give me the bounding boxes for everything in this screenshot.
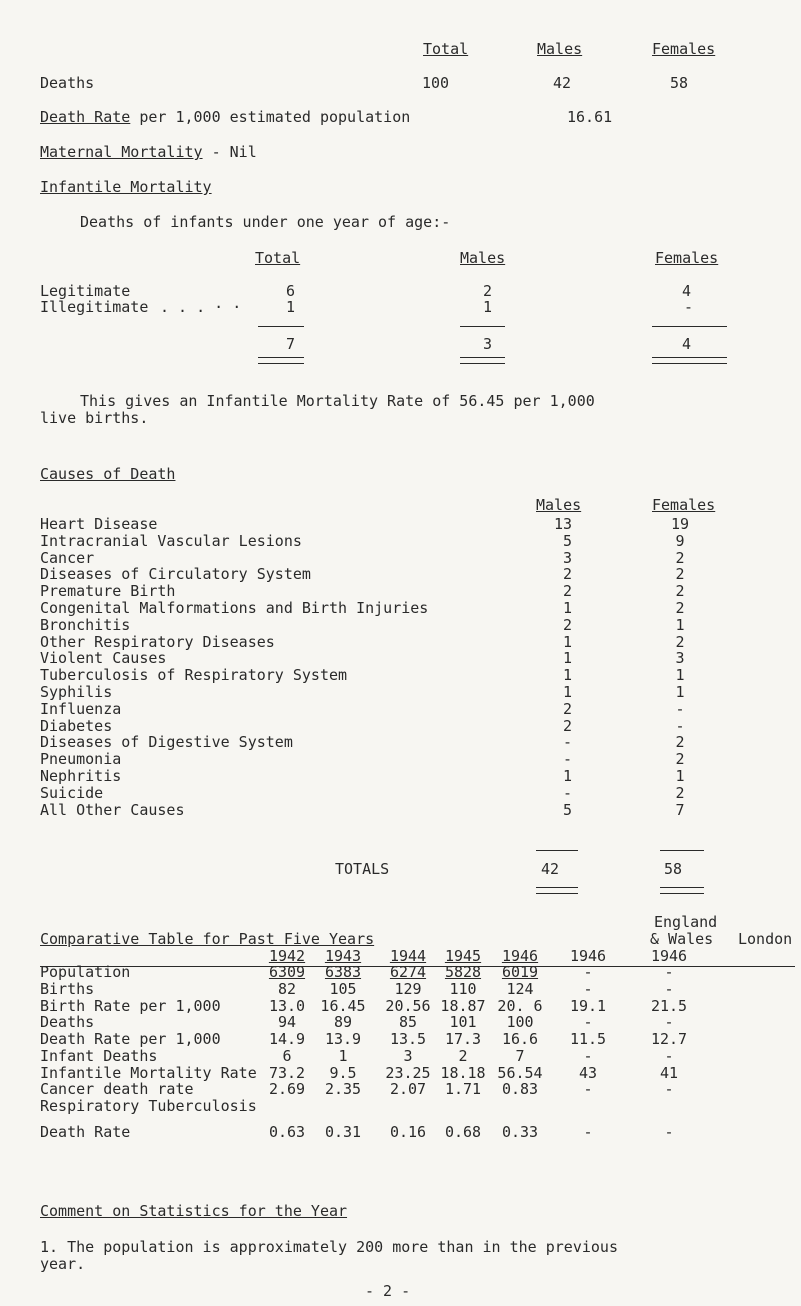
comp-cell: 101 — [449, 1013, 477, 1031]
cause-label: Tuberculosis of Respiratory System — [40, 666, 348, 685]
maternal-mortality-value: - Nil — [211, 143, 257, 161]
comp-cell: 0.83 — [501, 1080, 539, 1098]
causes-double-rule-males — [536, 887, 578, 894]
death-rate-label: Death Rate per 1,000 estimated population — [40, 108, 411, 126]
infants-row-illegitimate-females: - — [684, 298, 694, 316]
cause-label: Intracranial Vascular Lesions — [40, 531, 302, 550]
comp-cell: 14.9 — [268, 1030, 306, 1048]
comment-line2: year. — [40, 1255, 86, 1273]
infants-row-illegitimate-males: 1 — [483, 298, 493, 316]
comp-cell: 0.16 — [389, 1123, 427, 1141]
comp-cell: 41 — [659, 1064, 679, 1082]
maternal-mortality-label: Maternal Mortality — [40, 143, 203, 161]
infant-rate-line2: live births. — [40, 409, 149, 427]
cause-males-value: 5 — [562, 800, 572, 819]
cause-males-value: - — [562, 783, 572, 802]
cause-females-value: 9 — [675, 531, 685, 550]
cause-males-value: 1 — [562, 683, 572, 701]
cause-females-value: 2 — [675, 565, 685, 584]
cause-label: Violent Causes — [40, 649, 167, 668]
comp-cell: 13.0 — [268, 997, 306, 1015]
infantile-mortality-heading: Infantile Mortality — [40, 178, 212, 196]
comp-cell: 0.33 — [501, 1123, 539, 1141]
cause-females-value: 3 — [675, 649, 685, 668]
cause-females-value: 1 — [675, 683, 685, 701]
comp-row-label: Deaths — [40, 1013, 95, 1031]
comp-cell: - — [583, 963, 593, 981]
cause-males-value: 1 — [562, 632, 572, 651]
comp-cell: - — [664, 1123, 674, 1141]
comp-cell: 43 — [578, 1064, 598, 1082]
infants-row-legitimate-males: 2 — [483, 282, 493, 300]
comp-cell: - — [664, 1013, 674, 1031]
infants-row-legitimate-females: 4 — [682, 282, 692, 300]
cause-females-value: 2 — [675, 783, 685, 802]
cause-males-value: 2 — [562, 582, 572, 601]
comp-cell: - — [583, 1047, 593, 1065]
infants-header-total: Total — [255, 249, 301, 267]
cause-females-value: 2 — [675, 750, 685, 769]
comp-row-label: Infant Deaths — [40, 1047, 158, 1065]
infants-header-females: Females — [655, 249, 719, 267]
infants-header-males: Males — [460, 249, 506, 267]
cause-label: Cancer — [40, 548, 95, 567]
comp-year-header: 1946 — [501, 947, 539, 965]
comp-cell: 100 — [506, 1013, 534, 1031]
cause-females-value: 19 — [670, 515, 690, 533]
comment-title: Comment on Statistics for the Year — [40, 1202, 348, 1220]
causes-header-females: Females — [652, 496, 716, 514]
comp-cell: 21.5 — [650, 997, 688, 1015]
page-number: - 2 - — [365, 1282, 411, 1300]
cause-females-value: 2 — [675, 599, 685, 617]
comp-cell: 2.35 — [324, 1080, 362, 1098]
cause-label: Diseases of Digestive System — [40, 733, 293, 752]
cause-males-value: 1 — [562, 767, 572, 785]
infants-double-rule-females — [652, 357, 727, 364]
comp-cell: 20. 6 — [497, 997, 543, 1015]
cause-males-value: 1 — [562, 666, 572, 685]
cause-females-value: - — [675, 699, 685, 718]
death-rate-label-rest: per 1,000 estimated population — [130, 108, 411, 126]
comp-cell: 6309 — [268, 963, 306, 981]
cause-females-value: 2 — [675, 632, 685, 651]
cause-males-value: 1 — [562, 599, 572, 617]
infants-row-legitimate-total: 6 — [286, 282, 296, 300]
cause-label: Bronchitis — [40, 615, 131, 634]
comp-cell: - — [583, 980, 593, 998]
maternal-mortality — [40, 143, 257, 161]
comp-header-wales: & Wales — [650, 930, 714, 948]
comp-cell: 17.3 — [444, 1030, 482, 1048]
comp-year-header: 1946 — [650, 947, 688, 965]
cause-females-value: 2 — [675, 733, 685, 752]
comp-cell: 6383 — [324, 963, 362, 981]
comp-cell: 5828 — [444, 963, 482, 981]
cause-label: Premature Birth — [40, 582, 176, 601]
causes-rule-males — [536, 850, 578, 851]
comp-row-label: Birth Rate per 1,000 — [40, 997, 221, 1015]
infant-rate-line1: This gives an Infantile Mortality Rate of 56.45 per 1,000 — [80, 392, 595, 410]
cause-females-value: 1 — [675, 666, 685, 685]
comp-cell: 85 — [398, 1013, 418, 1031]
deaths-total: 100 — [422, 74, 450, 92]
comp-cell: - — [664, 980, 674, 998]
comp-row-label: Population — [40, 963, 131, 981]
comp-cell: 2.69 — [268, 1080, 306, 1098]
infants-rule-total — [258, 326, 304, 327]
cause-label: Other Respiratory Diseases — [40, 632, 275, 651]
infants-total-females: 4 — [682, 335, 692, 353]
comp-cell: 110 — [449, 980, 477, 998]
cause-males-value: - — [562, 733, 572, 752]
cause-females-value: 2 — [675, 548, 685, 567]
summary-header-males: Males — [537, 40, 583, 58]
infants-row-legitimate-label: Legitimate — [40, 282, 131, 300]
comp-cell: 1.71 — [444, 1080, 482, 1098]
infants-rule-males — [460, 326, 505, 327]
comp-cell: 18.87 — [440, 997, 486, 1015]
cause-males-value: 1 — [562, 649, 572, 668]
comp-row-label: Births — [40, 980, 95, 998]
deaths-males: 42 — [553, 74, 572, 92]
infants-rule-females — [652, 326, 727, 327]
deaths-females: 58 — [670, 74, 689, 92]
comp-year-header: 1944 — [389, 947, 427, 965]
comp-cell: 94 — [277, 1013, 297, 1031]
causes-header-males: Males — [536, 496, 582, 514]
cause-females-value: 7 — [675, 800, 685, 819]
cause-males-value: - — [562, 750, 572, 769]
cause-males-value: 2 — [562, 615, 572, 634]
cause-label: Diseases of Circulatory System — [40, 565, 311, 584]
comp-year-header: 1945 — [444, 947, 482, 965]
comp-cell: 73.2 — [268, 1064, 306, 1082]
comp-cell: 16.45 — [320, 997, 366, 1015]
infants-total-total: 7 — [286, 335, 296, 353]
causes-title: Causes of Death — [40, 465, 176, 483]
comp-cell: 124 — [506, 980, 534, 998]
comp-cell: 0.63 — [268, 1123, 306, 1141]
comp-cell: 105 — [329, 980, 357, 998]
comp-cell: 2 — [458, 1047, 468, 1065]
comp-year-header: 1946 — [569, 947, 607, 965]
comp-cell: 19.1 — [569, 997, 607, 1015]
comp-cell: - — [583, 1013, 593, 1031]
comp-cell: 82 — [277, 980, 297, 998]
comp-cell: 0.31 — [324, 1123, 362, 1141]
cause-males-value: 2 — [562, 565, 572, 584]
comp-cell: 13.9 — [324, 1030, 362, 1048]
cause-females-value: - — [675, 716, 685, 735]
cause-label: All Other Causes — [40, 800, 185, 819]
infants-row-illegitimate-total: 1 — [286, 298, 296, 316]
comp-cell: 1 — [338, 1047, 348, 1065]
cause-males-value: 3 — [562, 548, 572, 567]
cause-males-value: 2 — [562, 716, 572, 735]
comp-cell: 11.5 — [569, 1030, 607, 1048]
comp-cell: 0.68 — [444, 1123, 482, 1141]
comp-cell: 6 — [282, 1047, 292, 1065]
cause-females-value: 1 — [675, 615, 685, 634]
infants-double-rule-total — [258, 357, 304, 364]
comp-cell: - — [664, 1047, 674, 1065]
comp-cell: 89 — [333, 1013, 353, 1031]
infants-double-rule-males — [460, 357, 505, 364]
infants-row-illegitimate-label: Illegitimate — [40, 298, 149, 316]
causes-rule-females — [660, 850, 704, 851]
cause-label: Influenza — [40, 699, 122, 718]
cause-label: Heart Disease — [40, 515, 158, 533]
comp-cell: - — [664, 963, 674, 981]
comp-row-label: Respiratory Tuberculosis — [40, 1097, 257, 1115]
cause-label: Diabetes — [40, 716, 113, 735]
cause-label: Nephritis — [40, 767, 122, 785]
cause-males-value: 13 — [553, 515, 572, 533]
comp-cell: 18.18 — [440, 1064, 486, 1082]
comp-cell: 23.25 — [385, 1064, 431, 1082]
comp-cell: 13.5 — [389, 1030, 427, 1048]
comp-cell: 9.5 — [329, 1064, 357, 1082]
comp-cell: 6274 — [389, 963, 427, 981]
causes-double-rule-females — [660, 887, 704, 894]
summary-header-total: Total — [423, 40, 469, 58]
comp-cell: - — [583, 1080, 593, 1098]
comp-row-label: Cancer death rate — [40, 1080, 194, 1098]
comp-year-header: 1943 — [324, 947, 362, 965]
causes-totals-females: 58 — [664, 860, 683, 878]
comp-row-label: Death Rate per 1,000 — [40, 1030, 221, 1048]
comp-cell: - — [583, 1123, 593, 1141]
infants-row-illegitimate-dots: . . . · · — [160, 298, 242, 316]
comp-row-label: Infantile Mortality Rate — [40, 1064, 257, 1082]
comparative-title: Comparative Table for Past Five Years — [40, 930, 375, 948]
comp-cell: 2.07 — [389, 1080, 427, 1098]
comp-cell: 6019 — [501, 963, 539, 981]
summary-header-females: Females — [652, 40, 716, 58]
comp-year-header: 1942 — [268, 947, 306, 965]
infants-total-males: 3 — [483, 335, 493, 353]
comp-cell: 12.7 — [650, 1030, 688, 1048]
cause-females-value: 1 — [675, 767, 685, 785]
comp-cell: 3 — [403, 1047, 413, 1065]
comp-cell: 7 — [515, 1047, 525, 1065]
cause-label: Suicide — [40, 783, 104, 802]
comment-line1: 1. The population is approximately 200 more than in the previous — [40, 1238, 618, 1256]
infants-intro: Deaths of infants under one year of age:- — [80, 213, 451, 231]
cause-females-value: 2 — [675, 582, 685, 601]
cause-males-value: 5 — [562, 531, 572, 550]
comp-header-england: England — [654, 913, 718, 931]
causes-totals-males: 42 — [541, 860, 560, 878]
cause-label: Syphilis — [40, 683, 113, 701]
comp-cell: 129 — [394, 980, 422, 998]
comp-cell: 16.6 — [501, 1030, 539, 1048]
comp-row-label: Death Rate — [40, 1123, 131, 1141]
causes-totals-label: TOTALS — [335, 860, 390, 878]
cause-label: Pneumonia — [40, 750, 122, 769]
comp-header-london: London — [738, 930, 793, 948]
deaths-label: Deaths — [40, 74, 95, 92]
death-rate-value: 16.61 — [567, 108, 613, 126]
cause-label: Congenital Malformations and Birth Injuries — [40, 599, 429, 617]
cause-males-value: 2 — [562, 699, 572, 718]
comp-cell: - — [664, 1080, 674, 1098]
comp-cell: 20.56 — [385, 997, 431, 1015]
comp-cell: 56.54 — [497, 1064, 543, 1082]
